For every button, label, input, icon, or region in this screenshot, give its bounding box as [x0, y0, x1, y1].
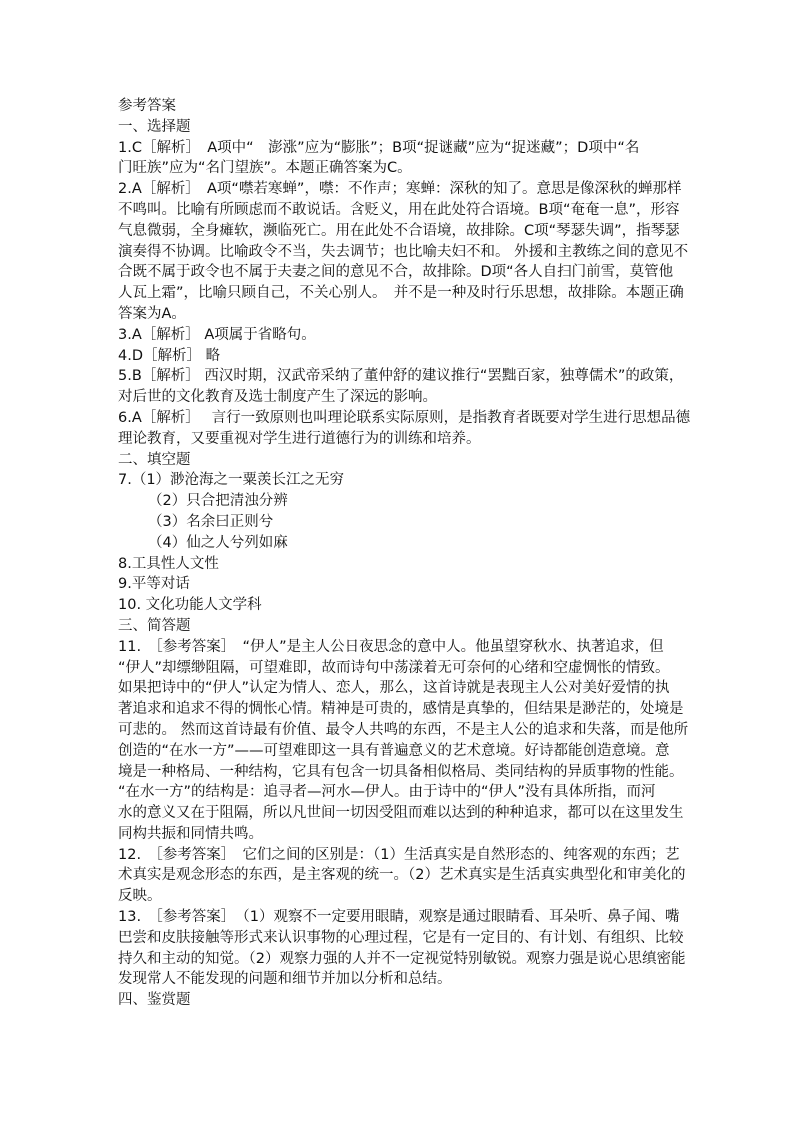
- text-line: 创造的“在水一方”——可望难即这一具有普遍意义的艺术意境。好诗都能创造意境。意: [118, 742, 670, 759]
- text-line: 答案为A。: [118, 305, 186, 322]
- text-line: 4.D［解析］ 略: [118, 347, 221, 364]
- text-line: （2）只合把清浊分辨: [148, 493, 288, 510]
- text-line: 如果把诗中的“伊人”认定为情人、恋人，那么，这首诗就是表现主人公对美好爱情的执: [118, 680, 670, 697]
- text-line: 境是一种格局、一种结构，它具有包含一切具备相似格局、类同结构的异质事物的性能。: [118, 763, 684, 780]
- text-line: 不鸣叫。比喻有所顾虑而不敢说话。含贬义，用在此处符合语境。B项“奄奄一息”，形容: [118, 201, 680, 218]
- text-line: 5.B［解析］ 西汉时期，汉武帝采纳了董仲舒的建议推行“罢黜百家，独尊儒术”的政策，: [118, 368, 684, 385]
- text-line: 理论教育，又要重视对学生进行道德行为的训练和培养。: [118, 430, 481, 447]
- text-line: 11. ［参考答案］ “伊人”是主人公日夜思念的意中人。他虽望穿秋水、执著追求，但: [118, 638, 664, 655]
- text-line: 合既不属于政令也不属于夫妻之间的意见不合，故排除。D项“各人自扫门前雪，莫管他: [118, 264, 674, 281]
- text-line: 8.工具性人文性: [118, 555, 219, 572]
- text-line: 1.C［解析］ A项中“ 澎涨”应为“膨胀”；B项“捉谜藏”应为“捉迷藏”；D项中“名: [118, 139, 640, 156]
- text-line: 可悲的。 然而这首诗最有价值、最令人共鸣的东西，不是主人公的追求和失落，而是他所: [118, 721, 689, 738]
- text-line: 水的意义又在于阻隔，所以凡世间一切因受阻而难以达到的种种追求，都可以在这里发生: [118, 805, 684, 822]
- section-heading: 参考答案: [118, 98, 176, 114]
- text-line: 3.A［解析］ A项属于省略句。: [118, 326, 316, 343]
- text-line: 13. ［参考答案］ （1）观察不一定要用眼睛，观察是通过眼睛看、耳朵听、鼻子闻、嘴: [118, 909, 680, 926]
- text-line: （4）仙之人兮列如麻: [148, 534, 288, 551]
- text-line: 著追求和追求不得的惆怅心情。精神是可贵的，感情是真挚的，但结果是渺茫的，处境是: [118, 701, 684, 718]
- text-line: 12. ［参考答案］ 它们之间的区别是：（1）生活真实是自然形态的、纯客观的东西；艺: [118, 846, 680, 863]
- text-line: 7.（1）渺沧海之一粟羡长江之无穷: [118, 472, 345, 489]
- text-line: （3）名余曰正则兮: [148, 513, 274, 530]
- text-line: 6.A［解析］ 言行一致原则也叫理论联系实际原则，是指教育者既要对学生进行思想品德: [118, 409, 691, 426]
- text-line: 人瓦上霜”，比喻只顾自己，不关心别人。 并不是一种及时行乐思想，故排除。本题正确: [118, 285, 684, 302]
- text-line: 门旺族”应为“名门望族”。本题正确答案为C。: [118, 160, 412, 177]
- section-heading: 三、简答题: [118, 617, 191, 634]
- text-line: “伊人”却缥缈阻隔，可望难即，故而诗句中荡漾着无可奈何的心绪和空虚惆怅的情致。: [118, 659, 670, 676]
- text-line: 发现常人不能发现的问题和细节并加以分析和总结。: [118, 971, 452, 988]
- text-line: 反映。: [118, 888, 162, 905]
- text-line: 持久和主动的知觉。（2）观察力强的人并不一定视觉特别敏锐。观察力强是说心思缜密能: [118, 950, 686, 967]
- text-line: 演奏得不协调。比喻政令不当，失去调节；也比喻夫妇不和。 外援和主教练之间的意见不: [118, 243, 689, 260]
- text-line: 9.平等对话: [118, 576, 190, 593]
- text-line: 同构共振和同情共鸣。: [118, 825, 263, 842]
- document-body: [118, 96, 691, 1011]
- section-heading: 四、鉴赏题: [118, 992, 191, 1009]
- text-line: 10. 文化功能人文学科: [118, 597, 262, 614]
- section-heading: 二、填空题: [118, 451, 191, 468]
- section-heading: 一、选择题: [118, 118, 191, 135]
- text-line: 术真实是观念形态的东西，是主客观的统一。（2）艺术真实是生活真实典型化和审美化的: [118, 867, 686, 884]
- text-line: 2.A［解析］ A项“噤若寒蝉”，噤：不作声；寒蝉：深秋的知了。意思是像深秋的蝉那样: [118, 181, 682, 198]
- text-line: 气息微弱，全身瘫软，濒临死亡。用在此处不合语境，故排除。C项“琴瑟失调”，指琴瑟: [118, 222, 680, 239]
- text-line: 巴尝和皮肤接触等形式来认识事物的心理过程，它是有一定目的、有计划、有组织、比较: [118, 929, 684, 946]
- text-line: “在水一方”的结构是：追寻者—河水—伊人。由于诗中的“伊人”没有具体所指，而河: [118, 784, 656, 801]
- text-line: 对后世的文化教育及选士制度产生了深远的影响。: [118, 389, 437, 406]
